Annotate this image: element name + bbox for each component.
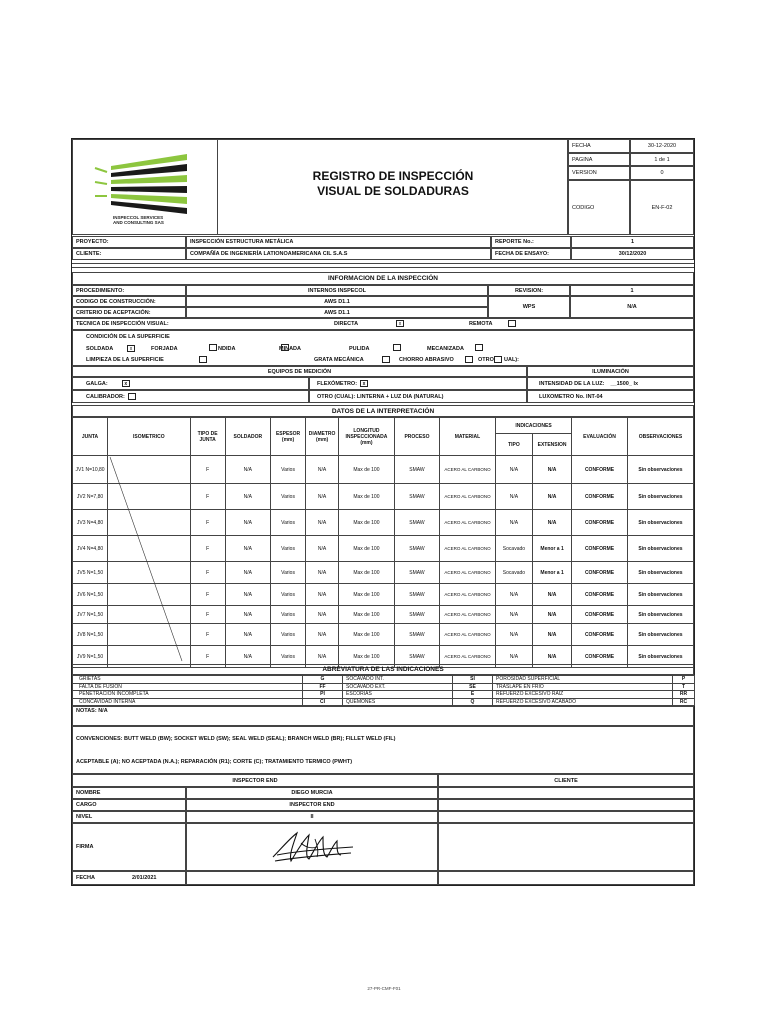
galga-checkbox[interactable]: x xyxy=(122,380,130,387)
cell-observaciones: Sin observaciones xyxy=(627,562,693,584)
forjada-label: FORJADA xyxy=(151,346,178,352)
cell-junta: JV2 N=7,80 xyxy=(73,484,108,510)
th-proceso: PROCESO xyxy=(394,418,439,456)
codigo-construccion-value: AWS D1.1 xyxy=(186,296,488,307)
cell-evaluacion: CONFORME xyxy=(572,484,628,510)
th-material: MATERIAL xyxy=(440,418,496,456)
abbr-code: SI xyxy=(453,676,493,684)
cell-tipo-junta: F xyxy=(190,510,225,536)
aceptable-text: ACEPTABLE (A); NO ACEPTADA (N.A.); REPARACIÓN (R1); CORTE (C); TRATAMIENTO TERMICO (PWHT) xyxy=(76,758,353,765)
cell-tipo: Socavado xyxy=(495,562,532,584)
meta-value-fecha: 30-12-2020 xyxy=(630,139,694,153)
abbr-name: GRIETAS xyxy=(73,676,303,684)
meta-label-version: VERSION xyxy=(568,166,630,180)
cell-isometrico xyxy=(108,624,191,646)
reporte-value: 1 xyxy=(571,236,694,248)
cell-diametro: N/A xyxy=(306,584,339,606)
abbr-name: POROSIDAD SUPERFICIAL xyxy=(493,676,673,684)
cell-proceso: SMAW xyxy=(394,606,439,624)
cell-material: ACERO AL CARBONO xyxy=(440,624,496,646)
cell-proceso: SMAW xyxy=(394,584,439,606)
cell-espesor: Varios xyxy=(271,624,306,646)
abbr-name: PENETRACIÓN INCOMPLETA xyxy=(73,691,303,699)
tecnica-label: TECNICA DE INSPECCIÓN VISUAL: xyxy=(76,321,169,327)
soldada-checkbox[interactable]: x xyxy=(127,345,135,352)
cell-extension: N/A xyxy=(532,606,571,624)
fecha-label: FECHA xyxy=(72,871,186,885)
calibrador-label: CALIBRADOR: xyxy=(86,393,125,400)
inspection-form xyxy=(71,138,695,886)
abbr-row xyxy=(73,691,695,699)
abbr-code: CI xyxy=(303,698,343,706)
cell-evaluacion: CONFORME xyxy=(572,510,628,536)
cell-tipo: N/A xyxy=(495,624,532,646)
cell-evaluacion: CONFORME xyxy=(572,584,628,606)
cell-evaluacion: CONFORME xyxy=(572,456,628,484)
cell-longitud: Max de 100 xyxy=(339,456,395,484)
data-section-title: DATOS DE LA INTERPRETACIÓN xyxy=(72,405,694,417)
table-row xyxy=(73,456,694,484)
title-line-1: REGISTRO DE INSPECCIÓN xyxy=(312,169,474,183)
cell-isometrico xyxy=(108,456,191,484)
divider xyxy=(72,267,694,268)
cell-junta: JV8 N=1,50 xyxy=(73,624,108,646)
laminada-label: MINADA xyxy=(279,346,301,352)
abbr-name: QUEMONES xyxy=(343,698,453,706)
otro-cual-label: UAL): xyxy=(504,357,519,363)
abbr-name: SOCAVADO EXT. xyxy=(343,683,453,691)
cell-material: ACERO AL CARBONO xyxy=(440,584,496,606)
cell-diametro: N/A xyxy=(306,646,339,668)
cell-espesor: Varios xyxy=(271,484,306,510)
th-soldador: SOLDADOR xyxy=(225,418,270,456)
pulida-checkbox[interactable] xyxy=(393,344,401,351)
cell-observaciones: Sin observaciones xyxy=(627,646,693,668)
cell-isometrico xyxy=(108,562,191,584)
abbr-code: RC xyxy=(673,698,695,706)
calibrador-cell xyxy=(72,390,309,403)
abbr-code: Q xyxy=(453,698,493,706)
cell-longitud: Max de 100 xyxy=(339,510,395,536)
cell-extension: N/A xyxy=(532,510,571,536)
cell-extension: Menor a 1 xyxy=(532,536,571,562)
fecha-value: 2/01/2021 xyxy=(132,875,157,881)
soldada-label: SOLDADA xyxy=(86,346,114,352)
nombre-label: NOMBRE xyxy=(72,787,186,799)
notas-text: NOTAS: N/A xyxy=(76,708,108,714)
th-espesor: ESPESOR (mm) xyxy=(271,418,306,456)
abbr-name: CONCAVIDAD INTERNA xyxy=(73,698,303,706)
otro-cual-value: OTRO (CUAL): LINTERNA + LUZ DIA (NATURAL) xyxy=(317,393,444,400)
cliente-firma xyxy=(438,823,694,871)
cell-observaciones: Sin observaciones xyxy=(627,456,693,484)
mecanizada-checkbox[interactable] xyxy=(475,344,483,351)
cell-proceso: SMAW xyxy=(394,646,439,668)
luxometro-value: LUXOMETRO No. INT-04 xyxy=(539,393,603,400)
cell-soldador: N/A xyxy=(225,624,270,646)
cell-junta: JV6 N=1,50 xyxy=(73,584,108,606)
remota-label: REMOTA xyxy=(469,321,493,327)
meta-label-pagina: PAGINA xyxy=(568,153,630,166)
table-row xyxy=(73,606,694,624)
revision-value: 1 xyxy=(570,285,694,296)
cell-tipo-junta: F xyxy=(190,456,225,484)
cell-junta: JV9 N=1,50 xyxy=(73,646,108,668)
otro-label: OTRO xyxy=(478,357,494,363)
cell-tipo-junta: F xyxy=(190,646,225,668)
cell-soldador: N/A xyxy=(225,536,270,562)
limpieza-checkbox[interactable] xyxy=(199,356,207,363)
remota-checkbox[interactable] xyxy=(508,320,516,327)
cell-material: ACERO AL CARBONO xyxy=(440,562,496,584)
pulida-label: PULIDA xyxy=(349,346,370,352)
cell-evaluacion: CONFORME xyxy=(572,562,628,584)
abbr-code: RR xyxy=(673,691,695,699)
cell-junta: JV3 N=4,80 xyxy=(73,510,108,536)
intensidad-cell xyxy=(527,377,694,390)
cell-isometrico xyxy=(108,510,191,536)
cell-material: ACERO AL CARBONO xyxy=(440,606,496,624)
cell-longitud: Max de 100 xyxy=(339,646,395,668)
th-tipo-junta: TIPO DE JUNTA xyxy=(190,418,225,456)
cell-diametro: N/A xyxy=(306,510,339,536)
svg-text:INSPECCOL SERVICES: INSPECCOL SERVICES xyxy=(113,215,164,220)
cell-extension: N/A xyxy=(532,484,571,510)
abbr-row xyxy=(73,676,695,684)
cell-espesor: Varios xyxy=(271,510,306,536)
cell-diametro: N/A xyxy=(306,456,339,484)
directa-label: DIRECTA xyxy=(334,321,359,327)
cell-longitud: Max de 100 xyxy=(339,536,395,562)
cell-observaciones: Sin observaciones xyxy=(627,510,693,536)
proyecto-label: PROYECTO: xyxy=(72,236,186,248)
table-row xyxy=(73,624,694,646)
cell-tipo: N/A xyxy=(495,646,532,668)
abbr-code: G xyxy=(303,676,343,684)
intensidad-label: INTENSIDAD DE LA LUZ: xyxy=(539,380,605,387)
cell-soldador: N/A xyxy=(225,584,270,606)
cliente-nombre xyxy=(438,787,694,799)
abbr-name: ESCORIAS xyxy=(343,691,453,699)
nivel-label: NIVEL xyxy=(72,811,186,823)
table-row xyxy=(73,484,694,510)
abbr-code: E xyxy=(453,691,493,699)
abbr-row xyxy=(73,683,695,691)
cell-extension: N/A xyxy=(532,624,571,646)
footer-code: 27-PR-CMF-F01 xyxy=(367,986,401,991)
grata-label: GRATA MECÁNICA xyxy=(314,357,364,363)
cell-longitud: Max de 100 xyxy=(339,484,395,510)
th-isometrico: ISOMETRICO xyxy=(108,418,191,456)
firma-cell xyxy=(186,823,438,871)
calibrador-checkbox[interactable] xyxy=(128,393,136,400)
cell-proceso: SMAW xyxy=(394,624,439,646)
directa-option[interactable] xyxy=(334,321,358,327)
fecha-value-cell xyxy=(186,871,438,885)
cell-observaciones: Sin observaciones xyxy=(627,536,693,562)
firma-label: FIRMA xyxy=(72,823,186,871)
cell-soldador: N/A xyxy=(225,606,270,624)
th-evaluacion: EVALUACIÓN xyxy=(572,418,628,456)
cell-material: ACERO AL CARBONO xyxy=(440,646,496,668)
nivel-value: II xyxy=(186,811,438,823)
cell-espesor: Varios xyxy=(271,536,306,562)
interpretation-table xyxy=(72,417,694,668)
proyecto-value: INSPECCIÓN ESTRUCTURA METÁLICA xyxy=(186,236,491,248)
abbr-name: REFUERZO EXCESIVO RAIZ xyxy=(493,691,673,699)
meta-value-version: 0 xyxy=(630,166,694,180)
cell-tipo-junta: F xyxy=(190,606,225,624)
cargo-label: CARGO xyxy=(72,799,186,811)
limpieza-label: LIMPIEZA DE LA SUPERFICIE xyxy=(86,357,164,363)
cell-material: ACERO AL CARBONO xyxy=(440,510,496,536)
cell-extension: N/A xyxy=(532,456,571,484)
cell-material: ACERO AL CARBONO xyxy=(440,536,496,562)
meta-label-fecha: FECHA xyxy=(568,139,630,153)
inspector-title: INSPECTOR END xyxy=(72,774,438,787)
wps-label: WPS xyxy=(488,296,570,318)
th-diametro: DIAMETRO (mm) xyxy=(306,418,339,456)
cell-espesor: Varios xyxy=(271,584,306,606)
cell-isometrico xyxy=(108,606,191,624)
notas-cell xyxy=(72,706,694,726)
mecanizada-label: MECANIZADA xyxy=(427,346,464,352)
condicion-label: CONDICIÓN DE LA SUPERFICIE xyxy=(86,334,170,340)
procedimiento-value: INTERNOS INSPECOL xyxy=(186,285,488,296)
cell-proceso: SMAW xyxy=(394,562,439,584)
cell-soldador: N/A xyxy=(225,510,270,536)
th-indicaciones: INDICACIONES xyxy=(495,418,571,434)
cell-longitud: Max de 100 xyxy=(339,606,395,624)
equipos-title: EQUIPOS DE MEDICIÓN xyxy=(72,366,527,377)
cell-soldador: N/A xyxy=(225,562,270,584)
cell-extension: N/A xyxy=(532,584,571,606)
cliente-fecha xyxy=(438,871,694,885)
cell-soldador: N/A xyxy=(225,484,270,510)
cliente-value: COMPAÑÍA DE INGENIERÍA LATIONOAMERICANA CIL S.A.S xyxy=(186,248,491,260)
cell-tipo: N/A xyxy=(495,456,532,484)
th-tipo: TIPO xyxy=(495,434,532,456)
otro-checkbox[interactable] xyxy=(494,356,502,363)
cell-material: ACERO AL CARBONO xyxy=(440,456,496,484)
codigo-construccion-label: CODIGO DE CONSTRUCCIÓN: xyxy=(72,296,186,307)
revision-label: REVISION: xyxy=(488,285,570,296)
cell-extension: Menor a 1 xyxy=(532,562,571,584)
fecha-ensayo-value: 30/12/2020 xyxy=(571,248,694,260)
table-row xyxy=(73,562,694,584)
th-observaciones: OBSERVACIONES xyxy=(627,418,693,456)
cargo-value: INSPECTOR END xyxy=(186,799,438,811)
abbr-name: FALTA DE FUSIÓN xyxy=(73,683,303,691)
info-section-title: INFORMACION DE LA INSPECCIÓN xyxy=(72,272,694,285)
directa-checkbox[interactable]: x xyxy=(396,320,404,327)
cell-evaluacion: CONFORME xyxy=(572,606,628,624)
fecha-ensayo-label: FECHA DE ENSAYO: xyxy=(491,248,571,260)
cell-evaluacion: CONFORME xyxy=(572,536,628,562)
meta-value-pagina: 1 de 1 xyxy=(630,153,694,166)
criterio-value: AWS D1.1 xyxy=(186,307,488,318)
convenciones-cell xyxy=(72,726,694,774)
flexometro-checkbox[interactable]: x xyxy=(360,380,368,387)
meta-label-codigo: CODIGO xyxy=(568,180,630,235)
th-junta: JUNTA xyxy=(73,418,108,456)
cell-diametro: N/A xyxy=(306,606,339,624)
cell-isometrico xyxy=(108,484,191,510)
svg-text:AND CONSULTING SAS: AND CONSULTING SAS xyxy=(113,220,164,225)
tecnica-row xyxy=(72,318,694,330)
cell-junta: JV7 N=1,50 xyxy=(73,606,108,624)
table-row xyxy=(73,584,694,606)
flexometro-label: FLEXÓMETRO: xyxy=(317,380,358,387)
cell-material: ACERO AL CARBONO xyxy=(440,484,496,510)
cell-observaciones: Sin observaciones xyxy=(627,484,693,510)
cell-observaciones: Sin observaciones xyxy=(627,624,693,646)
cliente-title: CLIENTE xyxy=(438,774,694,787)
cell-diametro: N/A xyxy=(306,562,339,584)
grata-checkbox[interactable] xyxy=(382,356,390,363)
abbr-section-title: ABREVIATURA DE LAS INDICACIONES xyxy=(72,664,694,675)
cell-junta: JV1 N=10,80 xyxy=(73,456,108,484)
cell-proceso: SMAW xyxy=(394,484,439,510)
abbr-code: P xyxy=(673,676,695,684)
chorro-checkbox[interactable] xyxy=(465,356,473,363)
cell-diametro: N/A xyxy=(306,624,339,646)
abbr-code: FF xyxy=(303,683,343,691)
th-extension: EXTENSION xyxy=(532,434,571,456)
cell-proceso: SMAW xyxy=(394,536,439,562)
cell-tipo-junta: F xyxy=(190,536,225,562)
laminada-checkbox[interactable] xyxy=(281,344,289,351)
cell-soldador: N/A xyxy=(225,646,270,668)
cell-observaciones: Sin observaciones xyxy=(627,606,693,624)
meta-value-codigo: EN-F-02 xyxy=(630,180,694,235)
galga-label: GALGA: xyxy=(86,380,108,387)
abbr-code: SE xyxy=(453,683,493,691)
cell-soldador: N/A xyxy=(225,456,270,484)
cell-tipo-junta: F xyxy=(190,484,225,510)
cell-diametro: N/A xyxy=(306,536,339,562)
cliente-nivel xyxy=(438,811,694,823)
cell-junta: JV5 N=1,50 xyxy=(73,562,108,584)
logo-cell xyxy=(72,139,218,235)
cell-evaluacion: CONFORME xyxy=(572,646,628,668)
cell-diametro: N/A xyxy=(306,484,339,510)
cell-longitud: Max de 100 xyxy=(339,584,395,606)
iluminacion-title: ILUMINACIÓN xyxy=(527,366,694,377)
procedimiento-label: PROCEDIMIENTO: xyxy=(72,285,186,296)
cell-junta: JV4 N=4,80 xyxy=(73,536,108,562)
cell-longitud: Max de 100 xyxy=(339,562,395,584)
cell-proceso: SMAW xyxy=(394,456,439,484)
cell-tipo: N/A xyxy=(495,584,532,606)
table-row xyxy=(73,536,694,562)
cell-espesor: Varios xyxy=(271,562,306,584)
cell-espesor: Varios xyxy=(271,646,306,668)
abbr-name: TRASLAPE EN FRIO xyxy=(493,683,673,691)
cell-longitud: Max de 100 xyxy=(339,624,395,646)
cell-tipo-junta: F xyxy=(190,624,225,646)
otro-cual-cell xyxy=(309,390,527,403)
title-line-2: VISUAL DE SOLDADURAS xyxy=(317,184,469,198)
cell-observaciones: Sin observaciones xyxy=(627,584,693,606)
cell-extension: N/A xyxy=(532,646,571,668)
cell-tipo: Socavado xyxy=(495,536,532,562)
abbr-name: SOCAVADO INT. xyxy=(343,676,453,684)
intensidad-value: __1500_ lx xyxy=(610,380,639,387)
cell-tipo: N/A xyxy=(495,606,532,624)
luxometro-cell xyxy=(527,390,694,403)
cell-evaluacion: CONFORME xyxy=(572,624,628,646)
chorro-label: CHORRO ABRASIVO xyxy=(399,357,454,363)
criterio-label: CRITERIO DE ACEPTACIÓN: xyxy=(72,307,186,318)
page-title xyxy=(218,169,568,199)
cell-tipo-junta: F xyxy=(190,562,225,584)
divider xyxy=(72,263,694,264)
cell-proceso: SMAW xyxy=(394,510,439,536)
cell-espesor: Varios xyxy=(271,606,306,624)
flexometro-cell xyxy=(309,377,527,390)
company-logo xyxy=(75,142,215,232)
cell-tipo: N/A xyxy=(495,484,532,510)
abbr-table xyxy=(72,675,695,706)
th-longitud: LONGITUD INSPECCIONADA (mm) xyxy=(339,418,395,456)
cell-espesor: Varios xyxy=(271,456,306,484)
nombre-value: DIEGO MURCIA xyxy=(186,787,438,799)
abbr-row xyxy=(73,698,695,706)
wps-value: N/A xyxy=(570,296,694,318)
cliente-label: CLIENTE: xyxy=(72,248,186,260)
galga-cell xyxy=(72,377,309,390)
cell-tipo-junta: F xyxy=(190,584,225,606)
cell-isometrico xyxy=(108,584,191,606)
fundida-label: NDIDA xyxy=(218,346,236,352)
convenciones-text: CONVENCIONES: BUTT WELD (BW); SOCKET WELD (SW); SEAL WELD (SEAL); BRANCH WELD (BR); FILLET WELD (FIL) xyxy=(76,735,396,742)
abbr-code: T xyxy=(673,683,695,691)
cell-isometrico xyxy=(108,536,191,562)
abbr-name: REFUERZO EXCESIVO ACABADO xyxy=(493,698,673,706)
cell-tipo: N/A xyxy=(495,510,532,536)
cliente-cargo xyxy=(438,799,694,811)
abbr-code: PI xyxy=(303,691,343,699)
table-row xyxy=(73,510,694,536)
reporte-label: REPORTE No.: xyxy=(491,236,571,248)
fundida-checkbox[interactable] xyxy=(209,344,217,351)
signature-image xyxy=(267,827,357,867)
